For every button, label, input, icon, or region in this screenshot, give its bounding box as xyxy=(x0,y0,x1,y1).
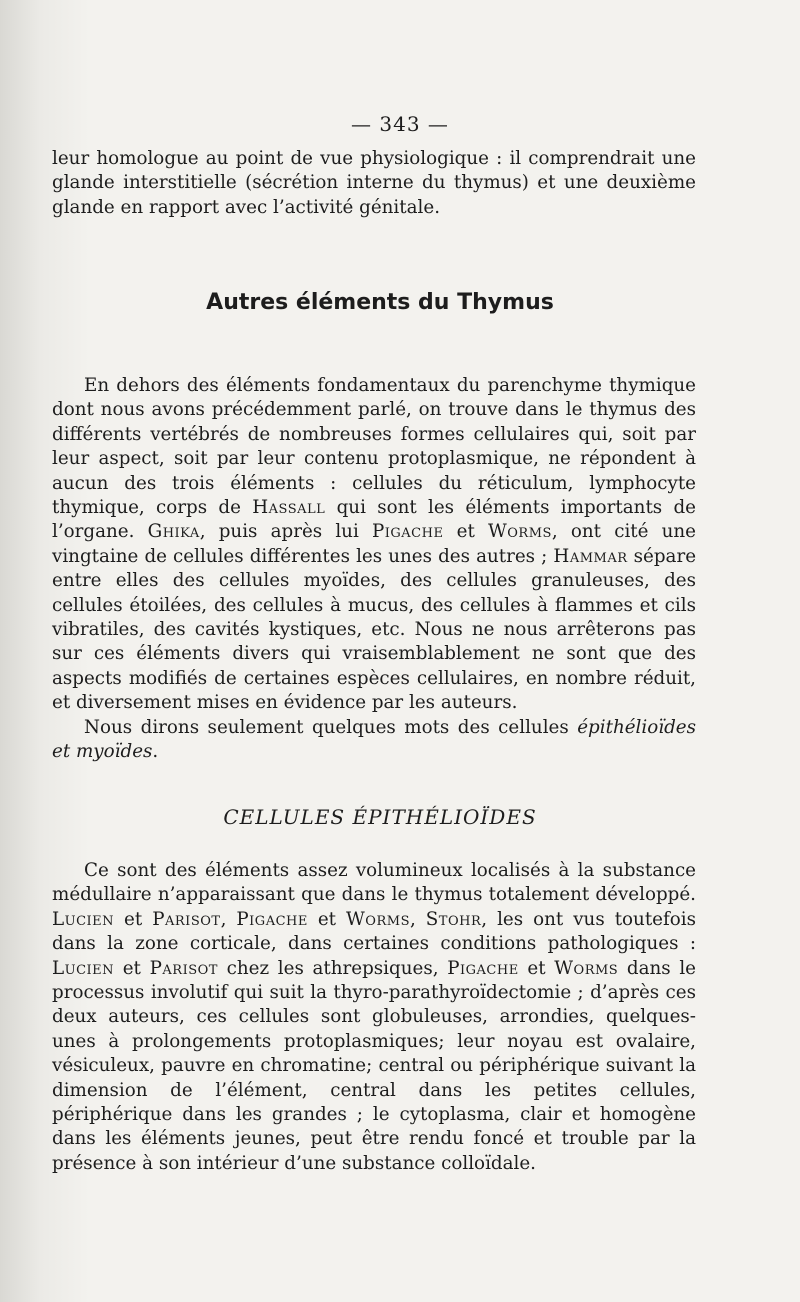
author-name: Lucien xyxy=(52,957,115,979)
text-run: , puis après lui xyxy=(199,521,372,543)
text-run: et xyxy=(114,957,150,979)
text-run: Ce sont des éléments assez volumineux localisés à la substance médullaire n’apparaissant que dans le thymus totalement développé. xyxy=(52,860,696,906)
text-run: , xyxy=(409,908,426,930)
author-name: Parisot xyxy=(152,908,221,930)
paragraph-epithelioid-cells xyxy=(52,859,696,1176)
author-name: Pigache xyxy=(236,908,308,930)
text-run: et xyxy=(443,521,488,543)
author-name: Worms xyxy=(346,908,410,930)
text-run: , les ont vus toutefois dans la zone corticale, dans certaines conditions pathologiques : xyxy=(52,908,696,955)
author-name: Pigache xyxy=(371,521,444,543)
text-run: . xyxy=(152,741,159,763)
author-name: Worms xyxy=(554,957,619,979)
author-name: Hammar xyxy=(553,545,628,567)
text-run: et xyxy=(518,957,555,979)
text-run: et xyxy=(307,908,347,930)
author-name: Worms xyxy=(487,521,552,543)
paragraph-other-elements xyxy=(52,374,696,716)
text-run: et xyxy=(114,908,153,930)
author-name: Stohr xyxy=(425,908,482,930)
text-run: En dehors des éléments fondamentaux du parenchyme thymique dont nous avons précédemment parlé, on trouve dans le thymus des différents vertébrés de nombreuses formes cellulaires qui, soit par leur aspect, soit par leur contenu protoplasmique, ne répondent à aucun des trois éléments : cellules du réticulum, lymphocyte thymique, corps de xyxy=(52,375,696,519)
author-name: Ghika xyxy=(147,521,200,543)
author-name: Lucien xyxy=(52,908,115,930)
italic-term: épithélioïdes et myoïdes xyxy=(52,717,696,763)
text-run: , ont cité une vingtaine de cellules différentes les unes des autres ; xyxy=(52,521,696,567)
page-number: — 343 — xyxy=(351,112,449,136)
text-run: qui sont les éléments importants de l’organe. xyxy=(52,497,696,543)
paragraph-intro-cells xyxy=(52,716,696,765)
text-run: Nous dirons seulement quelques mots des cellules xyxy=(84,717,578,738)
author-name: Parisot xyxy=(149,957,218,979)
section-heading: Autres éléments du Thymus xyxy=(206,290,554,315)
text-run: dans le processus involutif qui suit la thyro-parathyroïdectomie ; d’après ces deux auteurs, ces cellules sont globuleuses, arrondies, quelques-unes à prolongements protoplasmiques; leur noyau est ovalaire, vésiculeux, pauvre en chromatine; central ou périphérique suivant la dimension de l’élément, central dans les petites cellules, périphérique dans les grandes ; le cytoplasma, clair et homogène dans les éléments jeunes, peut être rendu foncé et trouble par la présence à son intérieur d’une substance colloïdale. xyxy=(52,957,696,1174)
author-name: Hassall xyxy=(252,497,326,519)
subsection-heading: CELLULES ÉPITHÉLIOÏDES xyxy=(223,805,537,829)
author-name: Pigache xyxy=(447,957,519,979)
text-run: chez les athrepsiques, xyxy=(217,957,448,979)
intro-paragraph: leur homologue au point de vue physiologique : il comprendrait une glande interstitielle (sécrétion interne du thymus) et une deuxième glande en rapport avec l’activité génitale. xyxy=(52,148,696,218)
text-run: , xyxy=(220,908,237,930)
text-run: sépare entre elles des cellules myoïdes, des cellules granuleuses, des cellules étoilées, des cellules à mucus, des cellules à flammes et cils vibratiles, des cavités kystiques, etc. Nous ne nous arrêterons pas sur ces éléments divers qui vraisemblablement ne sont que des aspects modifiés de certaines espèces cellulaires, en nombre réduit, et diversement mises en évidence par les auteurs. xyxy=(52,545,697,714)
